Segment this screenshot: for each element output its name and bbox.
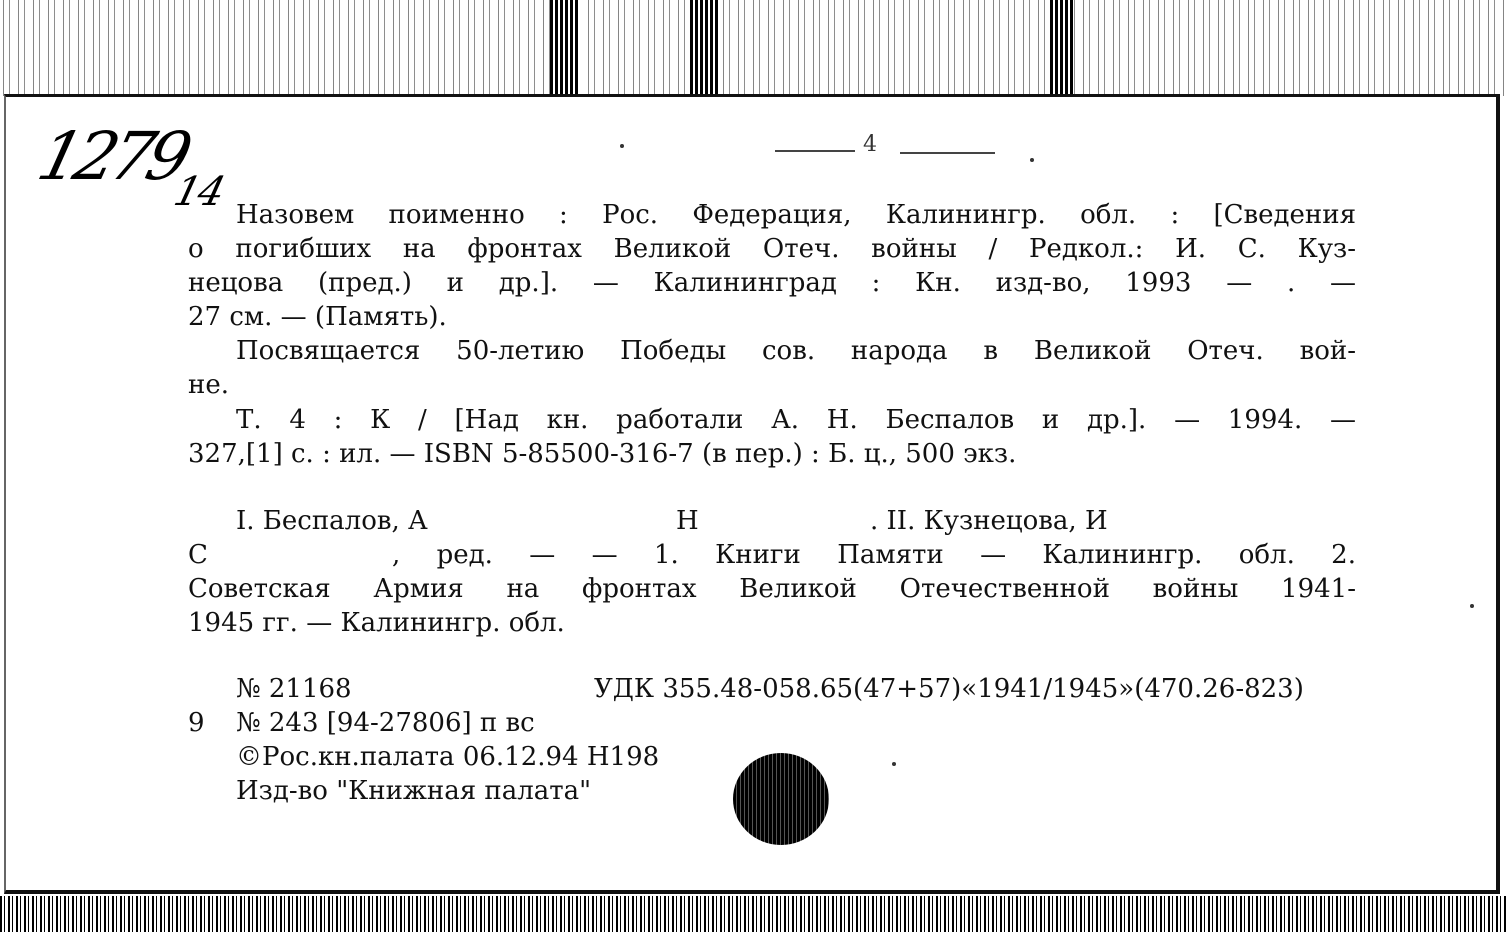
tracing-author-2-patronymic: С: [188, 540, 208, 570]
tracing-line-3: Советская Армия на фронтах Великой Отечественной войны 1941-: [188, 574, 1356, 604]
volume-line-1: Т. 4 : К / [Над кн. работали А. Н. Беспалов и др.]. — 1994. —: [236, 405, 1356, 435]
volume-line-2: 327,[1] с. : ил. — ISBN 5-85500-316-7 (в пер.) : Б. ц., 500 экз.: [188, 439, 1017, 469]
title-line-4: 27 см. — (Память).: [188, 302, 447, 332]
bibliographic-entry: [188, 198, 1356, 334]
scan-edge-bottom: [0, 896, 1507, 932]
title-line-1: Назовем поименно : Рос. Федерация, Калинингр. обл. : [Сведения: [236, 200, 1356, 230]
speck: [1470, 604, 1474, 608]
tracing-subjects-cont: [188, 572, 1356, 640]
title-line-2: о погибших на фронтах Великой Отеч. войны / Редкол.: И. С. Куз-: [188, 234, 1356, 264]
speck: [892, 762, 896, 766]
scan-edge-mark: [690, 0, 720, 96]
tracing-line-2: , ред. — — 1. Книги Памяти — Калинингр. обл. 2.: [392, 540, 1356, 570]
speck: [1030, 158, 1034, 162]
udc-code: УДК 355.48-058.65(47+57)«1941/1945»(470.26-823): [594, 674, 1304, 704]
tracing-author-1: I. Беспалов, А: [236, 506, 428, 536]
tracing-subjects: [392, 538, 1356, 572]
page-mark: 4: [775, 138, 1000, 160]
scan-edge-top: [0, 0, 1507, 96]
order-number: № 243 [94-27806] п вс: [236, 708, 535, 738]
copyright-line: ©Рос.кн.палата 06.12.94 Н198: [236, 742, 660, 772]
handwritten-card-number: $1279_{14}$: [30, 118, 228, 215]
punch-hole-stamp: [733, 753, 829, 845]
scan-edge-mark: [550, 0, 580, 96]
record-number: № 21168: [236, 674, 352, 704]
tracing-author-1-patronymic: Н: [676, 506, 699, 536]
tracing-author-2: . II. Кузнецова, И: [870, 506, 1108, 536]
dedication-line-2: не.: [188, 370, 229, 400]
scan-edge-mark: [1050, 0, 1074, 96]
card-prefix: 9: [188, 708, 205, 738]
speck: [620, 144, 624, 148]
tracing-line-4: 1945 гг. — Калинингр. обл.: [188, 608, 565, 638]
volume-entry: [188, 403, 1356, 471]
title-line-3: нецова (пред.) и др.]. — Калининград : Кн. изд-во, 1993 — . —: [188, 268, 1356, 298]
publisher-line: Изд-во "Книжная палата": [236, 776, 592, 806]
dedication-note: [188, 334, 1356, 402]
dedication-line-1: Посвящается 50-летию Победы сов. народа в Великой Отеч. вой-: [236, 336, 1356, 366]
